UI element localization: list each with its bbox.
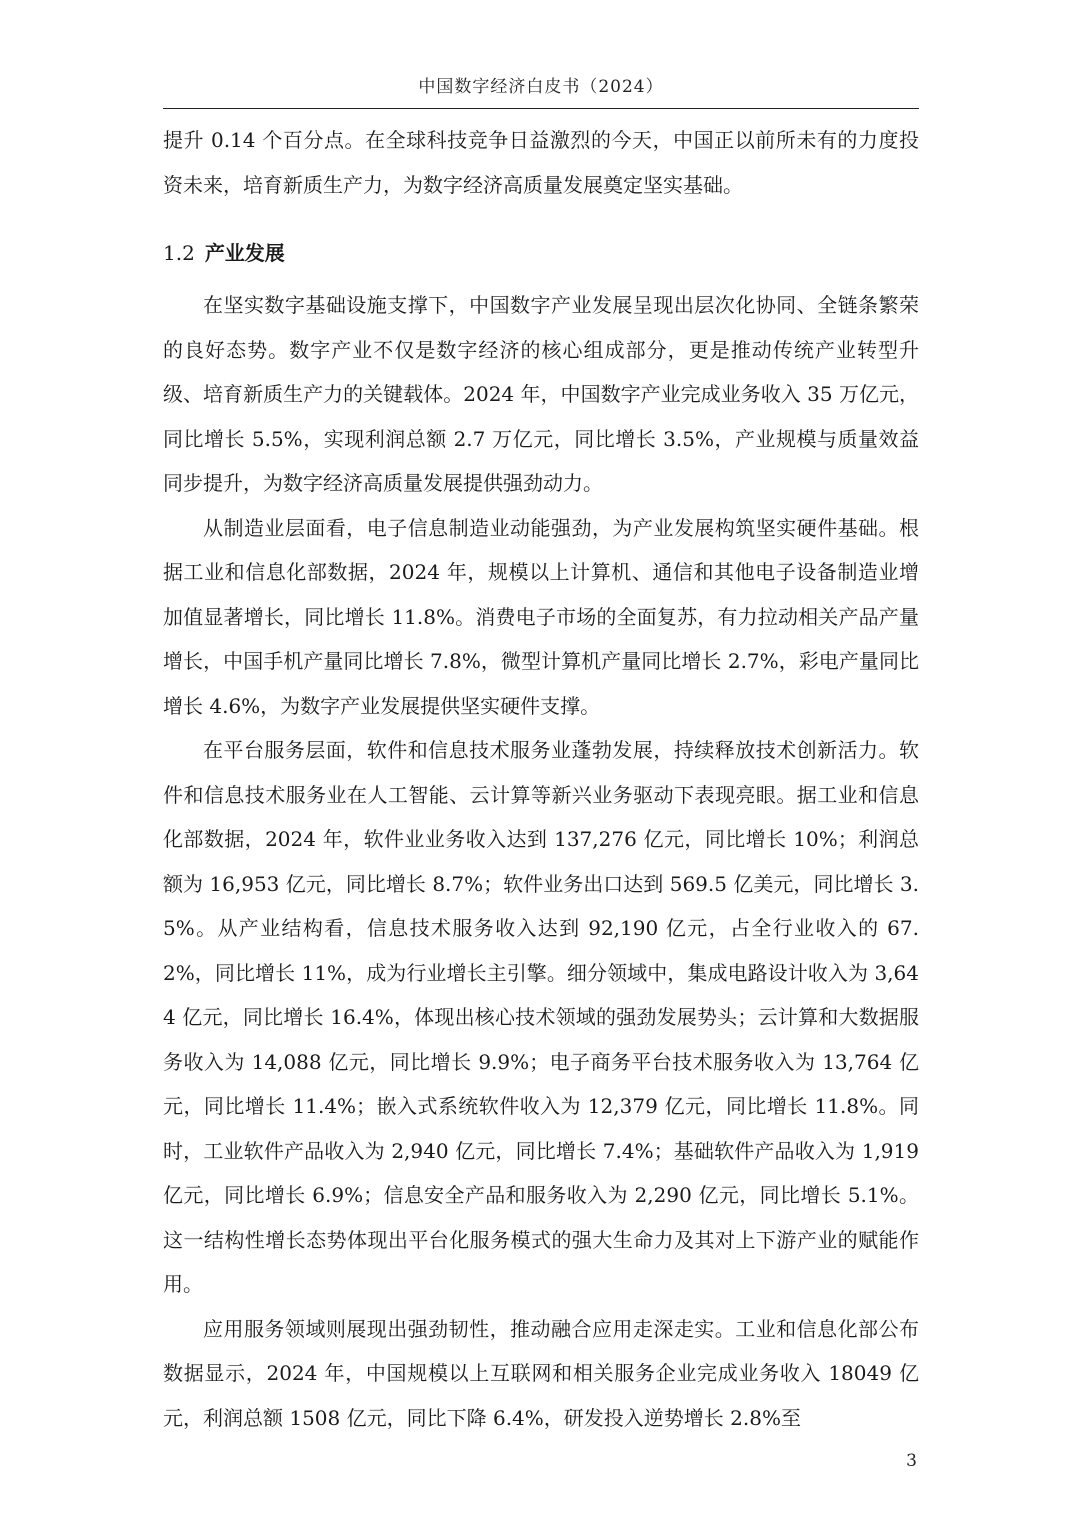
running-header: 中国数字经济白皮书（2024） — [418, 77, 664, 97]
paragraph-platform-services: 在平台服务层面，软件和信息技术服务业蓬勃发展，持续释放技术创新活力。软件和信息技术服务业在人工智能、云计算等新兴业务驱动下表现亮眼。据工业和信息化部数据，2024 年，软件业业务收入达到 137,276 亿元，同比增长 10%；利润总额为 16,953 亿元，同比增长 8.7%；软件业务出口达到 569.5 亿美元，同比增长 3.5%。从产业结构看，信息技术服务收入达到 92,190 亿元，占全行业收入的 67.2%，同比增长 11%，成为行业增长主引擎。细分领域中，集成电路设计收入为 3,644 亿元，同比增长 16.4%，体现出核心技术领域的强劲发展势头；云计算和大数据服务收入为 14,088 亿元，同比增长 9.9%；电子商务平台技术服务收入为 13,764 亿元，同比增长 11.4%；嵌入式系统软件收入为 12,379 亿元，同比增长 11.8%。同时，工业软件产品收入为 2,940 亿元，同比增长 7.4%；基础软件产品收入为 1,919 亿元，同比增长 6.9%；信息安全产品和服务收入为 2,290 亿元，同比增长 5.1%。这一结构性增长态势体现出平台化服务模式的强大生命力及其对上下游产业的赋能作用。 — [163, 738, 919, 1296]
header-rule — [163, 108, 919, 109]
section-heading — [163, 231, 919, 275]
section-number: 1.2 — [163, 241, 195, 265]
paragraph-industry-overview: 在坚实数字基础设施支撑下，中国数字产业发展呈现出层次化协同、全链条繁荣的良好态势。数字产业不仅是数字经济的核心组成部分，更是推动传统产业转型升级、培育新质生产力的关键载体。2024 年，中国数字产业完成业务收入 35 万亿元，同比增长 5.5%，实现利润总额 2.7 万亿元，同比增长 3.5%，产业规模与质量效益同步提升，为数字经济高质量发展提供强劲动力。 — [163, 293, 919, 495]
document-body — [163, 118, 919, 1440]
paragraph-manufacturing: 从制造业层面看，电子信息制造业动能强劲，为产业发展构筑坚实硬件基础。根据工业和信息化部数据，2024 年，规模以上计算机、通信和其他电子设备制造业增加值显著增长，同比增长 11.8%。消费电子市场的全面复苏，有力拉动相关产品产量增长，中国手机产量同比增长 7.8%，微型计算机产量同比增长 2.7%，彩电产量同比增长 4.6%，为数字产业发展提供坚实硬件支撑。 — [163, 515, 919, 718]
paragraph-continuation: 提升 0.14 个百分点。在全球科技竞争日益激烈的今天，中国正以前所未有的力度投资未来，培育新质生产力，为数字经济高质量发展奠定坚实基础。 — [163, 128, 919, 197]
section-title: 产业发展 — [204, 241, 285, 265]
paragraph-application-services: 应用服务领域则展现出强劲韧性，推动融合应用走深走实。工业和信息化部公布数据显示，2024 年，中国规模以上互联网和相关服务企业完成业务收入 18049 亿元，利润总额 1508 亿元，同比下降 6.4%，研发投入逆势增长 2.8%至 — [163, 1316, 919, 1430]
page-number: 3 — [906, 1451, 917, 1471]
